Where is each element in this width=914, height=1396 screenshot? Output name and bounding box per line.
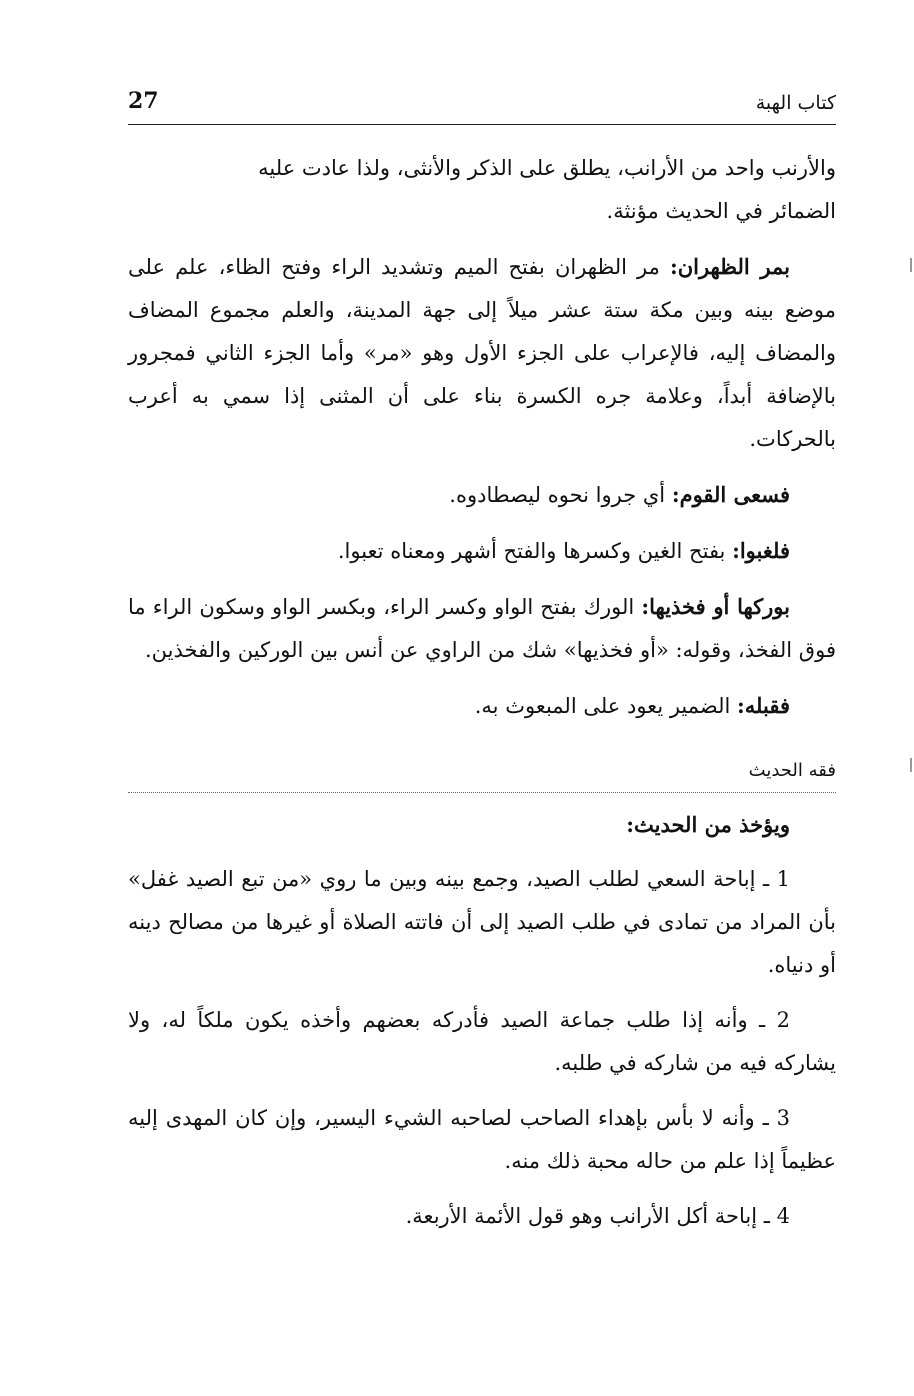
- gloss-term: بمر الظهران:: [669, 254, 790, 279]
- item-number: 3: [776, 1106, 790, 1130]
- gloss-text: الضمير يعود على المبعوث به.: [474, 694, 738, 718]
- list-item: [128, 1097, 836, 1183]
- gloss-fasaa-alqawm: [128, 473, 836, 517]
- gloss-text: أي جروا نحوه ليصطادوه.: [449, 483, 672, 507]
- item-number: 2: [776, 1008, 790, 1032]
- page-number: 27: [128, 88, 159, 114]
- paragraph-line: والأرنب واحد من الأرانب، يطلق على الذكر والأنثى، ولذا عادت عليه: [258, 156, 836, 180]
- section-subheading: ويؤخذ من الحديث:: [626, 812, 790, 837]
- book-page: [128, 80, 836, 1238]
- paragraph-rabbit-note: [128, 147, 836, 233]
- item-text: ـ إباحة أكل الأرانب وهو قول الأئمة الأربعة.: [405, 1204, 777, 1228]
- item-text: ـ إباحة السعي لطلب الصيد، وجمع بينه وبين ما روي «من تبع الصيد غفل» بأن المراد من تمادى في طلب الصيد إلى أن فاتته الصلاة أو غيرها من مصالح دينه أو دنياه.: [128, 867, 836, 977]
- list-item: [128, 1195, 836, 1238]
- gloss-term: فلغبوا:: [732, 538, 790, 563]
- gloss-falaghibu: [128, 529, 836, 573]
- gloss-term: بوركها أو فخذيها:: [641, 594, 790, 619]
- gloss-text: مر الظهران بفتح الميم وتشديد الراء وفتح الظاء، علم على موضع بينه وبين مكة ستة عشر ميلاً إلى جهة المدينة، والعلم مجموع المضاف والمضاف إليه، فالإعراب على الجزء الأول وهو «مر» وأما الجزء الثاني فمجرور بالإضافة أبداً، وعلامة جره الكسرة بناء على أن المثنى إذا سمي به أعرب بالحركات.: [128, 255, 836, 451]
- item-number: 1: [776, 867, 790, 891]
- section-title: فقه الحديث: [128, 756, 836, 793]
- paragraph-line: الضمائر في الحديث مؤنثة.: [606, 199, 836, 223]
- item-text: ـ وأنه لا بأس بإهداء الصاحب لصاحبه الشيء اليسير، وإن كان المهدى إليه عظيماً إذا علم من حاله محبة ذلك منه.: [128, 1106, 836, 1173]
- running-title: كتاب الهبة: [755, 92, 836, 114]
- scan-margin-mark-middle: [910, 758, 912, 772]
- item-text: ـ وأنه إذا طلب جماعة الصيد فأدركه بعضهم وأخذه يكون ملكاً له، ولا يشاركه فيه من شاركه في طلبه.: [128, 1008, 836, 1075]
- list-item: [128, 858, 836, 987]
- gloss-faqabilahu: [128, 684, 836, 728]
- gloss-term: فقبله:: [737, 693, 790, 718]
- gloss-text: بفتح الغين وكسرها والفتح أشهر ومعناه تعبوا.: [337, 539, 733, 563]
- item-number: 4: [776, 1204, 790, 1228]
- gloss-biwarkiha: [128, 585, 836, 672]
- gloss-term: فسعى القوم:: [671, 482, 790, 507]
- scan-margin-mark-top: [910, 258, 912, 272]
- page-header: [128, 80, 836, 125]
- list-item: [128, 999, 836, 1085]
- gloss-text: الورك بفتح الواو وكسر الراء، وبكسر الواو وسكون الراء ما فوق الفخذ، وقوله: «أو فخذيها» شك من الراوي عن أنس بين الوركين والفخذين.: [128, 595, 836, 662]
- gloss-mar-al-zahran: [128, 245, 836, 461]
